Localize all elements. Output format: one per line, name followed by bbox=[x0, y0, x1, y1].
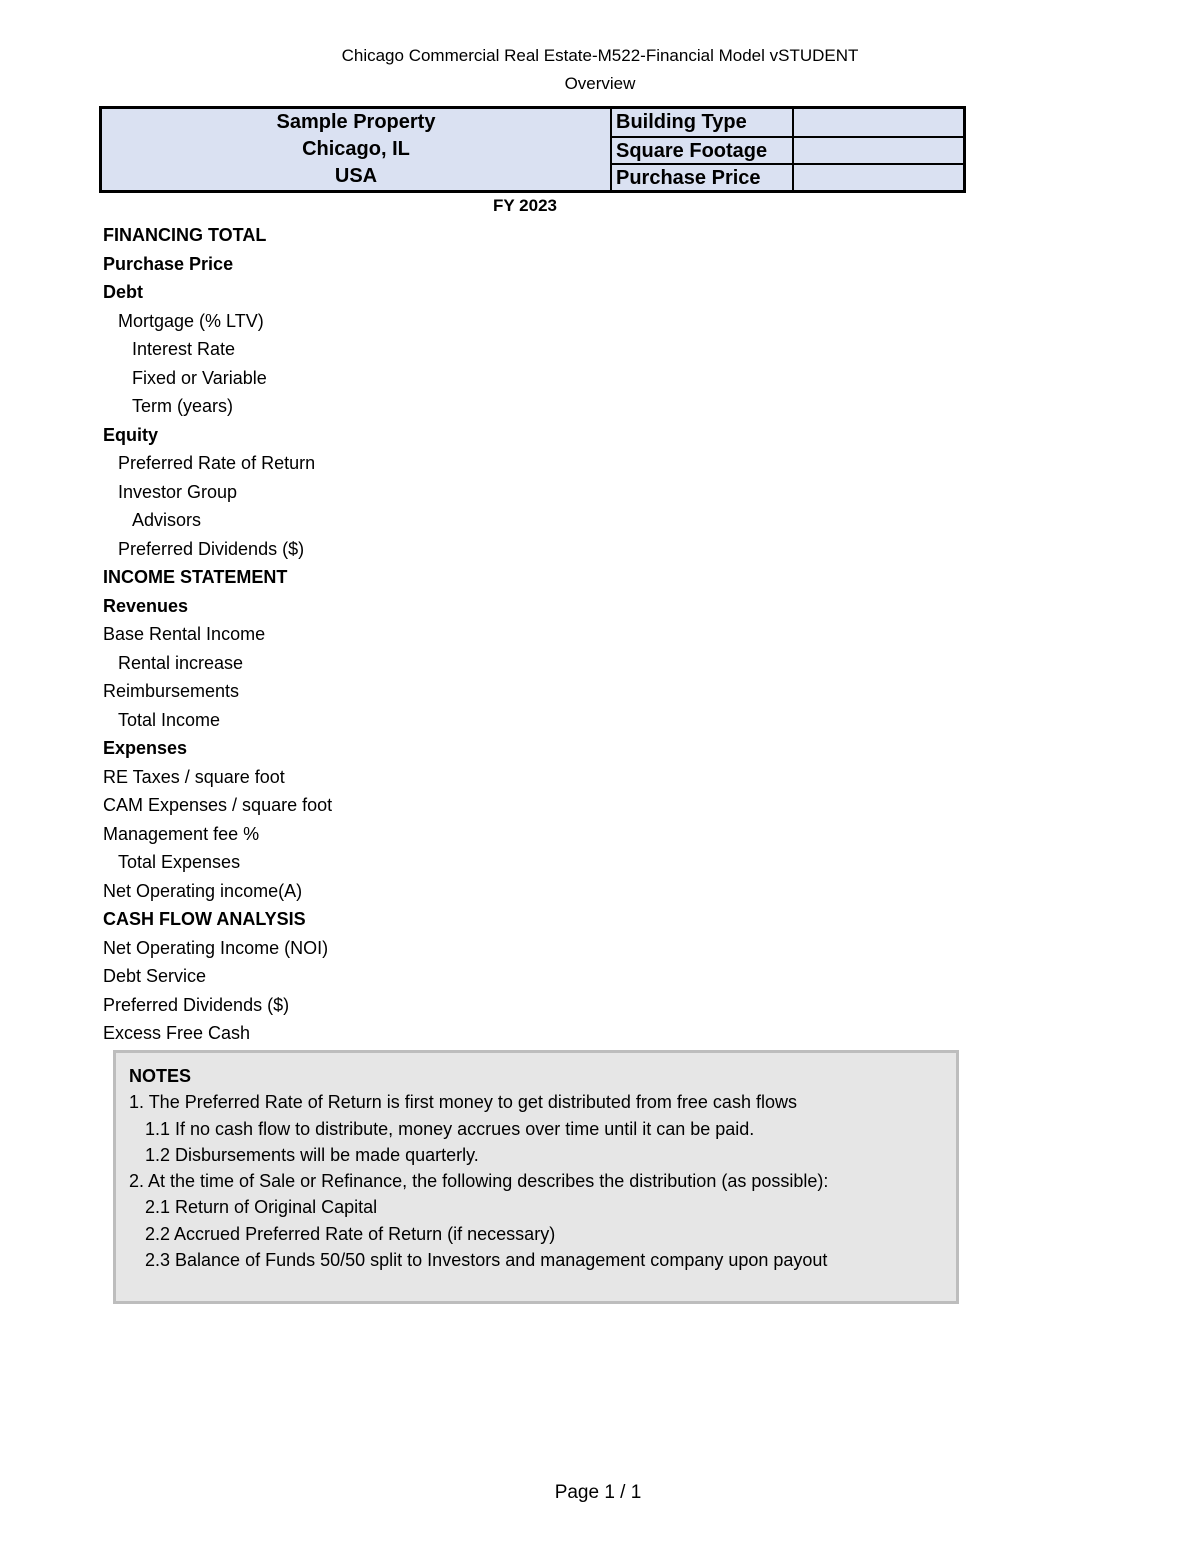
line-item-label: CASH FLOW ANALYSIS bbox=[103, 909, 306, 929]
note-line: 1.1 If no cash flow to distribute, money accrues over time until it can be paid. bbox=[145, 1118, 755, 1139]
line-item-label: Excess Free Cash bbox=[103, 1023, 251, 1043]
line-item-label: FINANCING TOTAL bbox=[103, 225, 267, 245]
property-summary-table bbox=[99, 106, 966, 193]
fiscal-year-header: FY 2023 bbox=[493, 196, 557, 215]
building-type-value bbox=[792, 109, 963, 136]
line-item-label: Debt bbox=[103, 282, 143, 302]
line-item-label: Mortgage (% LTV) bbox=[118, 310, 264, 331]
line-item-label: Interest Rate bbox=[132, 339, 236, 359]
property-name: Sample Property bbox=[276, 111, 436, 133]
line-item-label: Preferred Dividends ($) bbox=[103, 994, 290, 1015]
line-item-label: INCOME STATEMENT bbox=[103, 567, 288, 587]
line-item-label: RE Taxes / square foot bbox=[103, 766, 285, 787]
line-item-label: Reimbursements bbox=[103, 681, 240, 701]
property-details-block bbox=[612, 109, 963, 190]
building-type-label: Building Type bbox=[616, 111, 747, 133]
line-item-label: Equity bbox=[103, 424, 159, 445]
notes-box bbox=[113, 1050, 959, 1304]
line-item-label: Investor Group bbox=[118, 481, 238, 502]
note-line: 2. At the time of Sale or Refinance, the following describes the distribution (as possible): bbox=[129, 1171, 829, 1192]
line-item-label: Term (years) bbox=[132, 396, 234, 416]
line-item-label: Debt Service bbox=[103, 966, 207, 986]
note-line: 2.2 Accrued Preferred Rate of Return (if necessary) bbox=[145, 1223, 556, 1244]
page-number: Page 1 / 1 bbox=[554, 1482, 642, 1503]
notes-title: NOTES bbox=[129, 1066, 192, 1086]
notes-content bbox=[129, 1063, 828, 1273]
line-item-label: Net Operating income(A) bbox=[103, 880, 303, 901]
line-item-label: Net Operating Income (NOI) bbox=[103, 937, 329, 958]
line-item-label: Total Expenses bbox=[118, 852, 241, 872]
square-footage-row bbox=[612, 136, 963, 163]
line-item-label: Fixed or Variable bbox=[132, 367, 267, 388]
line-item-label: Total Income bbox=[118, 709, 221, 730]
line-item-label: Revenues bbox=[103, 595, 189, 616]
line-item-label: Preferred Dividends ($) bbox=[118, 538, 305, 559]
line-item-label: Advisors bbox=[132, 510, 202, 530]
square-footage-label: Square Footage bbox=[616, 140, 768, 162]
purchase-price-value bbox=[792, 163, 963, 190]
note-line: 2.3 Balance of Funds 50/50 split to Investors and management company upon payout bbox=[145, 1250, 828, 1271]
building-type-row bbox=[612, 109, 963, 136]
document-title: Chicago Commercial Real Estate-M522-Financial Model vSTUDENT bbox=[341, 46, 859, 65]
line-item-label: Expenses bbox=[103, 738, 188, 758]
line-item-label: CAM Expenses / square foot bbox=[103, 795, 333, 815]
line-item-label: Management fee % bbox=[103, 823, 260, 844]
note-line: 1.2 Disbursements will be made quarterly. bbox=[145, 1144, 479, 1165]
note-line: 1. The Preferred Rate of Return is first money to get distributed from free cash flows bbox=[129, 1092, 797, 1113]
note-line: 2.1 Return of Original Capital bbox=[145, 1197, 378, 1218]
property-address-block bbox=[102, 109, 612, 190]
property-country: USA bbox=[334, 165, 378, 187]
line-item-label: Preferred Rate of Return bbox=[118, 453, 316, 473]
property-city: Chicago, IL bbox=[302, 138, 410, 160]
line-item-label: Base Rental Income bbox=[103, 624, 266, 644]
line-item-label: Rental increase bbox=[118, 652, 244, 673]
financial-line-items bbox=[103, 220, 332, 1047]
sheet-name: Overview bbox=[564, 74, 636, 93]
square-footage-value bbox=[792, 136, 963, 163]
purchase-price-row bbox=[612, 163, 963, 190]
purchase-price-label: Purchase Price bbox=[616, 167, 761, 189]
line-item-label: Purchase Price bbox=[103, 253, 234, 274]
